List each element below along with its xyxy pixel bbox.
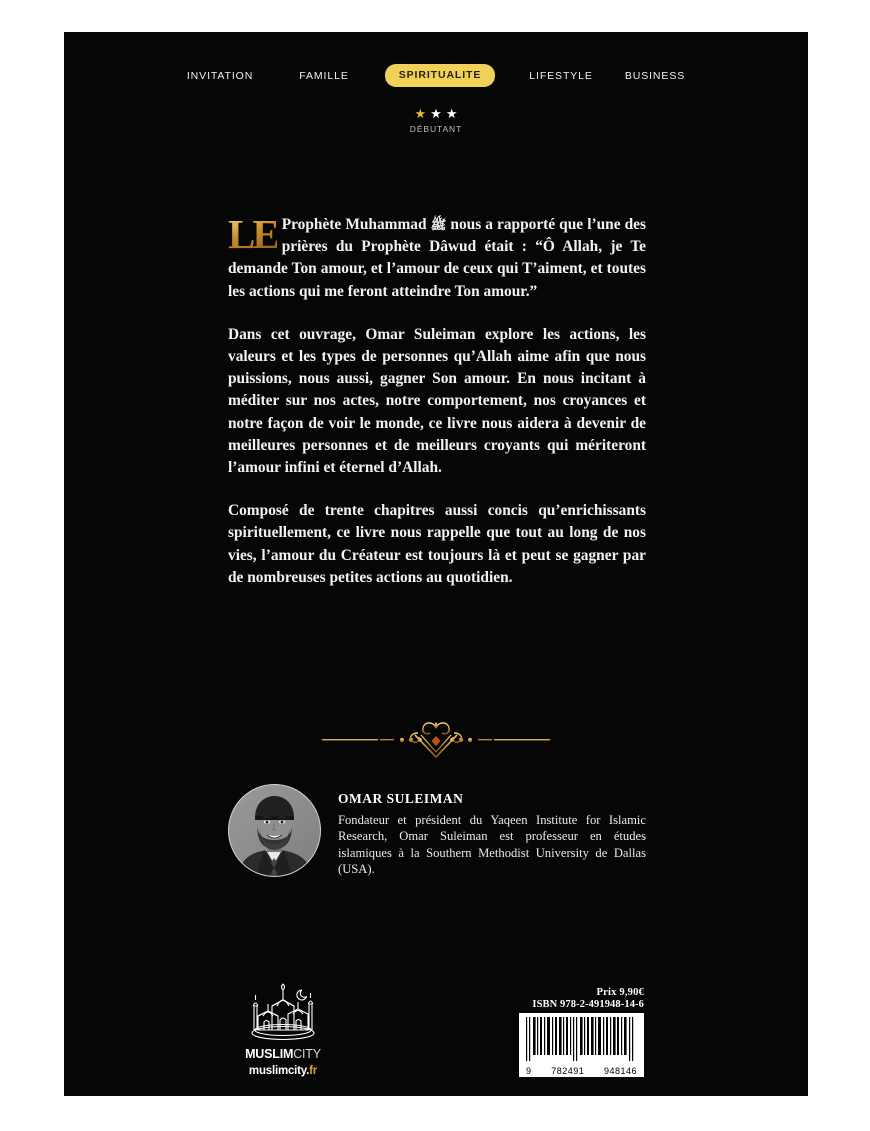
blurb-p1-part-a: Prophète Muhammad — [281, 216, 431, 233]
blurb-text — [228, 211, 646, 589]
sallallahu-alayhi-wasallam-icon: ﷺ — [430, 217, 447, 232]
avatar — [228, 784, 321, 877]
logo-bold-part: MUSLIM — [245, 1047, 294, 1061]
muslimcity-mosque-icon — [246, 976, 320, 1042]
author-name: OMAR SULEIMAN — [338, 791, 464, 806]
barcode-icon — [524, 1017, 639, 1061]
category-nav — [64, 64, 808, 87]
star-filled-icon: ★ — [414, 106, 427, 121]
price-label: Prix 9,90€ — [596, 987, 644, 998]
barcode-digits — [524, 1066, 639, 1076]
barcode-block — [519, 987, 644, 1077]
nav-item-invitation[interactable]: INVITATION — [186, 69, 254, 82]
barcode-digit-mid: 782491 — [551, 1066, 585, 1076]
difficulty-rating — [64, 107, 808, 134]
barcode-digit-left: 9 — [526, 1066, 532, 1076]
isbn-label: ISBN 978-2-491948-14-6 — [532, 999, 644, 1010]
blurb-paragraph-2: Dans cet ouvrage, Omar Suleiman explore les actions, les valeurs et les types de personnes qu’Allah aime afin que nous puissions, nous aussi, gagner Son amour. En nous incitant à méditer sur nos actes, notre comportement, nos croyances et notre façon de voir le monde, ce livre nous aidera à devenir de meilleures personnes et de meilleurs croyants qui mériteront l’amour infini et éternel d’Allah. — [228, 325, 646, 477]
barcode — [519, 1013, 644, 1077]
author-bio: Fondateur et président du Yaqeen Institute for Islamic Research, Omar Suleiman est professeur en études islamiques à la Southern Methodist University de Dallas (USA). — [338, 813, 646, 877]
logo-thin-part: CITY — [293, 1047, 321, 1061]
barcode-digit-right: 948146 — [603, 1066, 637, 1076]
author-block — [228, 784, 646, 878]
ornament-icon — [306, 718, 566, 762]
nav-item-spiritualite[interactable]: SPIRITUALITE — [385, 64, 496, 87]
difficulty-label: DÉBUTANT — [409, 124, 463, 134]
url-tld-part: fr — [309, 1065, 318, 1077]
publisher-logo-block[interactable] — [233, 976, 333, 1077]
blurb-p1-part-b: nous a rapporté que l’une des prières du Prophète Dâwud était : “Ô Allah, je Te demande Ton amour, et l’amour de ceux qui T’aiment, et toutes les actions qui me feront atteindre Ton amour.” — [228, 216, 646, 300]
star-empty-icon: ★ — [445, 106, 458, 121]
star-rating — [415, 107, 458, 120]
nav-item-business[interactable]: BUSINESS — [624, 69, 686, 82]
book-back-cover — [64, 32, 808, 1096]
nav-item-famille[interactable]: FAMILLE — [299, 69, 349, 82]
blurb-paragraph-3: Composé de trente chapitres aussi concis qu’enrichissants spirituellement, ce livre nous rappelle que tout au long de nos vies, l’amour du Créateur est toujours là et peut se gagner par de nombreuses petites actions au quotidien. — [228, 502, 646, 586]
url-main-part: muslimcity. — [248, 1065, 310, 1077]
author-text — [338, 784, 646, 878]
ornamental-divider — [64, 718, 808, 762]
dropcap: LE — [228, 211, 277, 257]
blurb-paragraph-1 — [228, 211, 646, 303]
publisher-logo-wordmark — [245, 1047, 321, 1061]
author-portrait-icon — [228, 784, 321, 877]
star-empty-icon: ★ — [430, 106, 442, 121]
nav-item-lifestyle[interactable]: LIFESTYLE — [529, 69, 593, 82]
publisher-url[interactable] — [249, 1065, 317, 1077]
